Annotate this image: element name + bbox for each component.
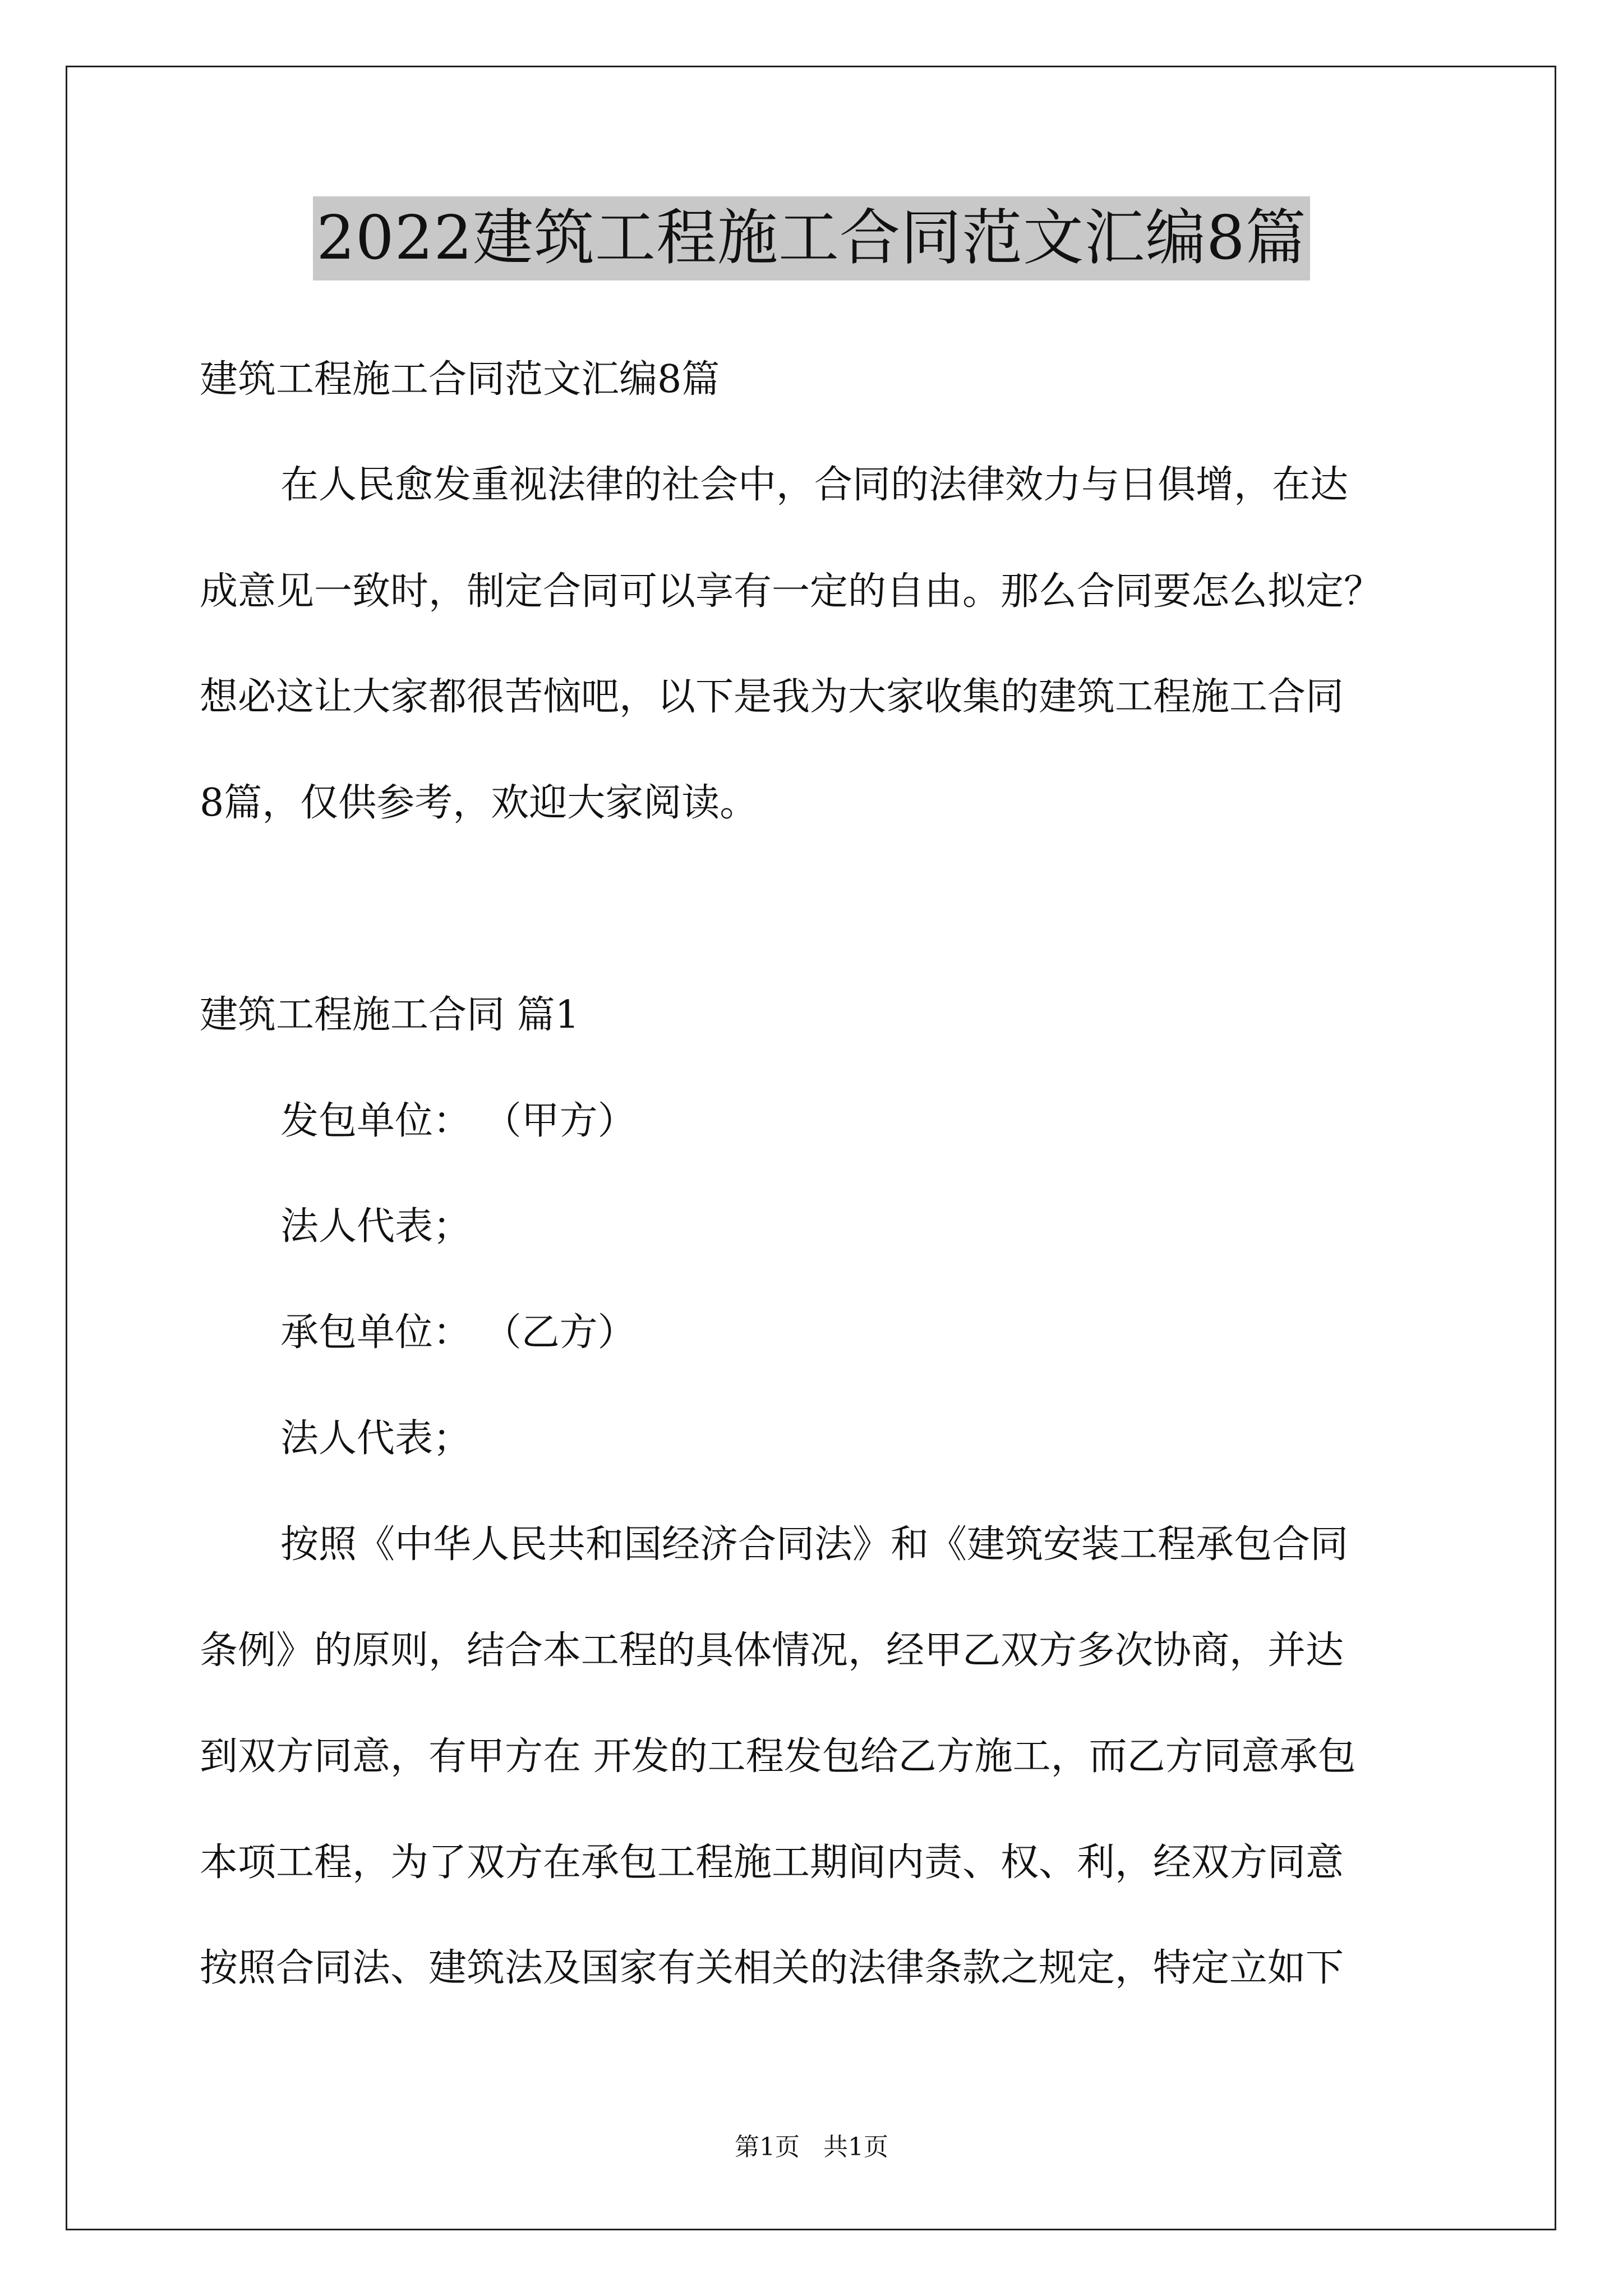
intro-line-2: 成意见一致时，制定合同可以享有一定的自由。那么合同要怎么拟定？: [200, 569, 1382, 614]
intro-line-3: 想必这让大家都很苦恼吧，以下是我为大家收集的建筑工程施工合同: [200, 675, 1344, 719]
party-b-line: 承包单位： （乙方）: [280, 1310, 636, 1355]
body-line-3: 到双方同意，有甲方在 开发的工程发包给乙方施工，而乙方同意承包: [200, 1734, 1356, 1779]
body-line-1: 按照《中华人民共和国经济合同法》和《建筑安装工程承包合同: [280, 1522, 1349, 1567]
party-a-line: 发包单位： （甲方）: [280, 1099, 636, 1143]
body-line-2: 条例》的原则，结合本工程的具体情况，经甲乙双方多次协商，并达: [200, 1628, 1344, 1673]
body-line-4: 本项工程，为了双方在承包工程施工期间内责、权、利，经双方同意: [200, 1841, 1344, 1885]
body-line-5: 按照合同法、建筑法及国家有关相关的法律条款之规定，特定立如下: [200, 1946, 1344, 1990]
page-number-footer: 第1页 共1页: [735, 2133, 888, 2161]
party-b-representative: 法人代表；: [280, 1416, 472, 1461]
document-title: 2022建筑工程施工合同范文汇编8篇: [313, 196, 1310, 280]
intro-line-4: 8篇，仅供参考，欢迎大家阅读。: [200, 781, 758, 825]
party-a-representative: 法人代表；: [280, 1204, 472, 1249]
subtitle: 建筑工程施工合同范文汇编8篇: [200, 357, 720, 402]
section-heading: 建筑工程施工合同 篇1: [200, 993, 579, 1037]
title-wrap: [0, 196, 1623, 280]
intro-line-1: 在人民愈发重视法律的社会中，合同的法律效力与日俱增，在达: [280, 463, 1349, 507]
